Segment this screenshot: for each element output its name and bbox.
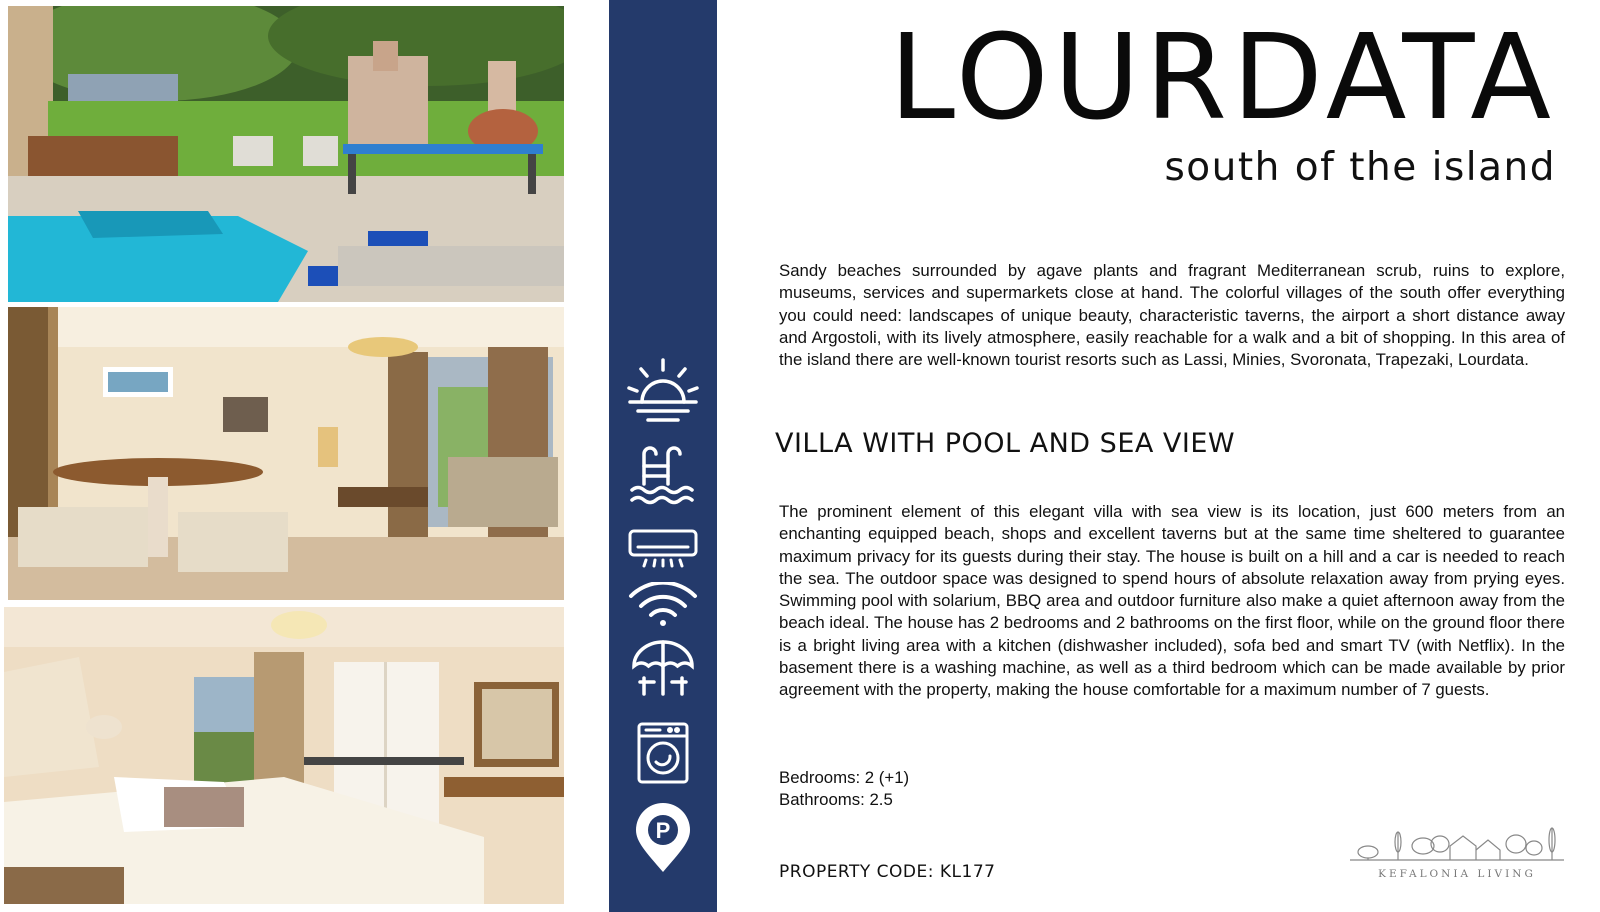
- air-conditioner-icon: [626, 528, 700, 568]
- bathrooms-value: Bathrooms: 2.5: [779, 790, 893, 810]
- logo-text: KEFALONIA LIVING: [1378, 868, 1536, 880]
- property-facts: [779, 767, 909, 812]
- sunrise-icon: [626, 358, 700, 426]
- parking-pin-icon: [626, 802, 700, 874]
- page-title: LOURDATA: [889, 8, 1556, 146]
- property-code: PROPERTY CODE: KL177: [779, 862, 996, 882]
- kefalonia-living-logo: [1348, 824, 1566, 884]
- living-room-photo: [8, 307, 564, 600]
- bedrooms-value: Bedrooms: 2 (+1): [779, 768, 910, 787]
- villa-heading: VILLA WITH POOL AND SEA VIEW: [775, 428, 1236, 459]
- wifi-icon: [626, 582, 700, 628]
- beach-umbrella-icon: [626, 638, 700, 698]
- amenities-band: [609, 0, 717, 912]
- area-description: Sandy beaches surrounded by agave plants and fragrant Mediterranean scrub, ruins to explore, museums, services and supermarkets close at hand. The colorful villages of the south offer everything you could need: landscapes of unique beauty, characteristic taverns, the airport a short distance away and Argostoli, with its lively atmosphere, easily reachable for a walk and a bit of shopping. In this area of the island there are well-known tourist resorts such as Lassi, Minies, Svoronata, Trapezaki, Lourdata.: [779, 261, 1565, 370]
- pool-garden-photo: [8, 6, 564, 302]
- swimming-pool-icon: [626, 444, 700, 506]
- washing-machine-icon: [626, 722, 700, 784]
- bedroom-photo: [4, 607, 564, 904]
- page-subtitle: south of the island: [1164, 145, 1556, 190]
- svg-text:P: P: [655, 818, 671, 843]
- villa-description: The prominent element of this elegant villa with sea view is its location, just 600 meters from an enchanting equipped beach, shops and excellent taverns but at the same time sheltered to guarantee maximum privacy for its guests during their stay. The house is built on a hill and a car is needed to reach the sea. The outdoor space was designed to spend hours of absolute relaxation away from prying eyes. Swimming pool with solarium, BBQ area and outdoor furniture also make a quiet afternoon away from the beach ideal. The house has 2 bedrooms and 2 bathrooms on the first floor, while on the ground floor there is a bright living area with a kitchen (dishwasher included), sofa bed and smart TV (with Netflix). In the basement there is a washing machine, as well as a third bedroom which can be made available by prior agreement with the property, making the house comfortable for a maximum number of 7 guests.: [779, 502, 1565, 700]
